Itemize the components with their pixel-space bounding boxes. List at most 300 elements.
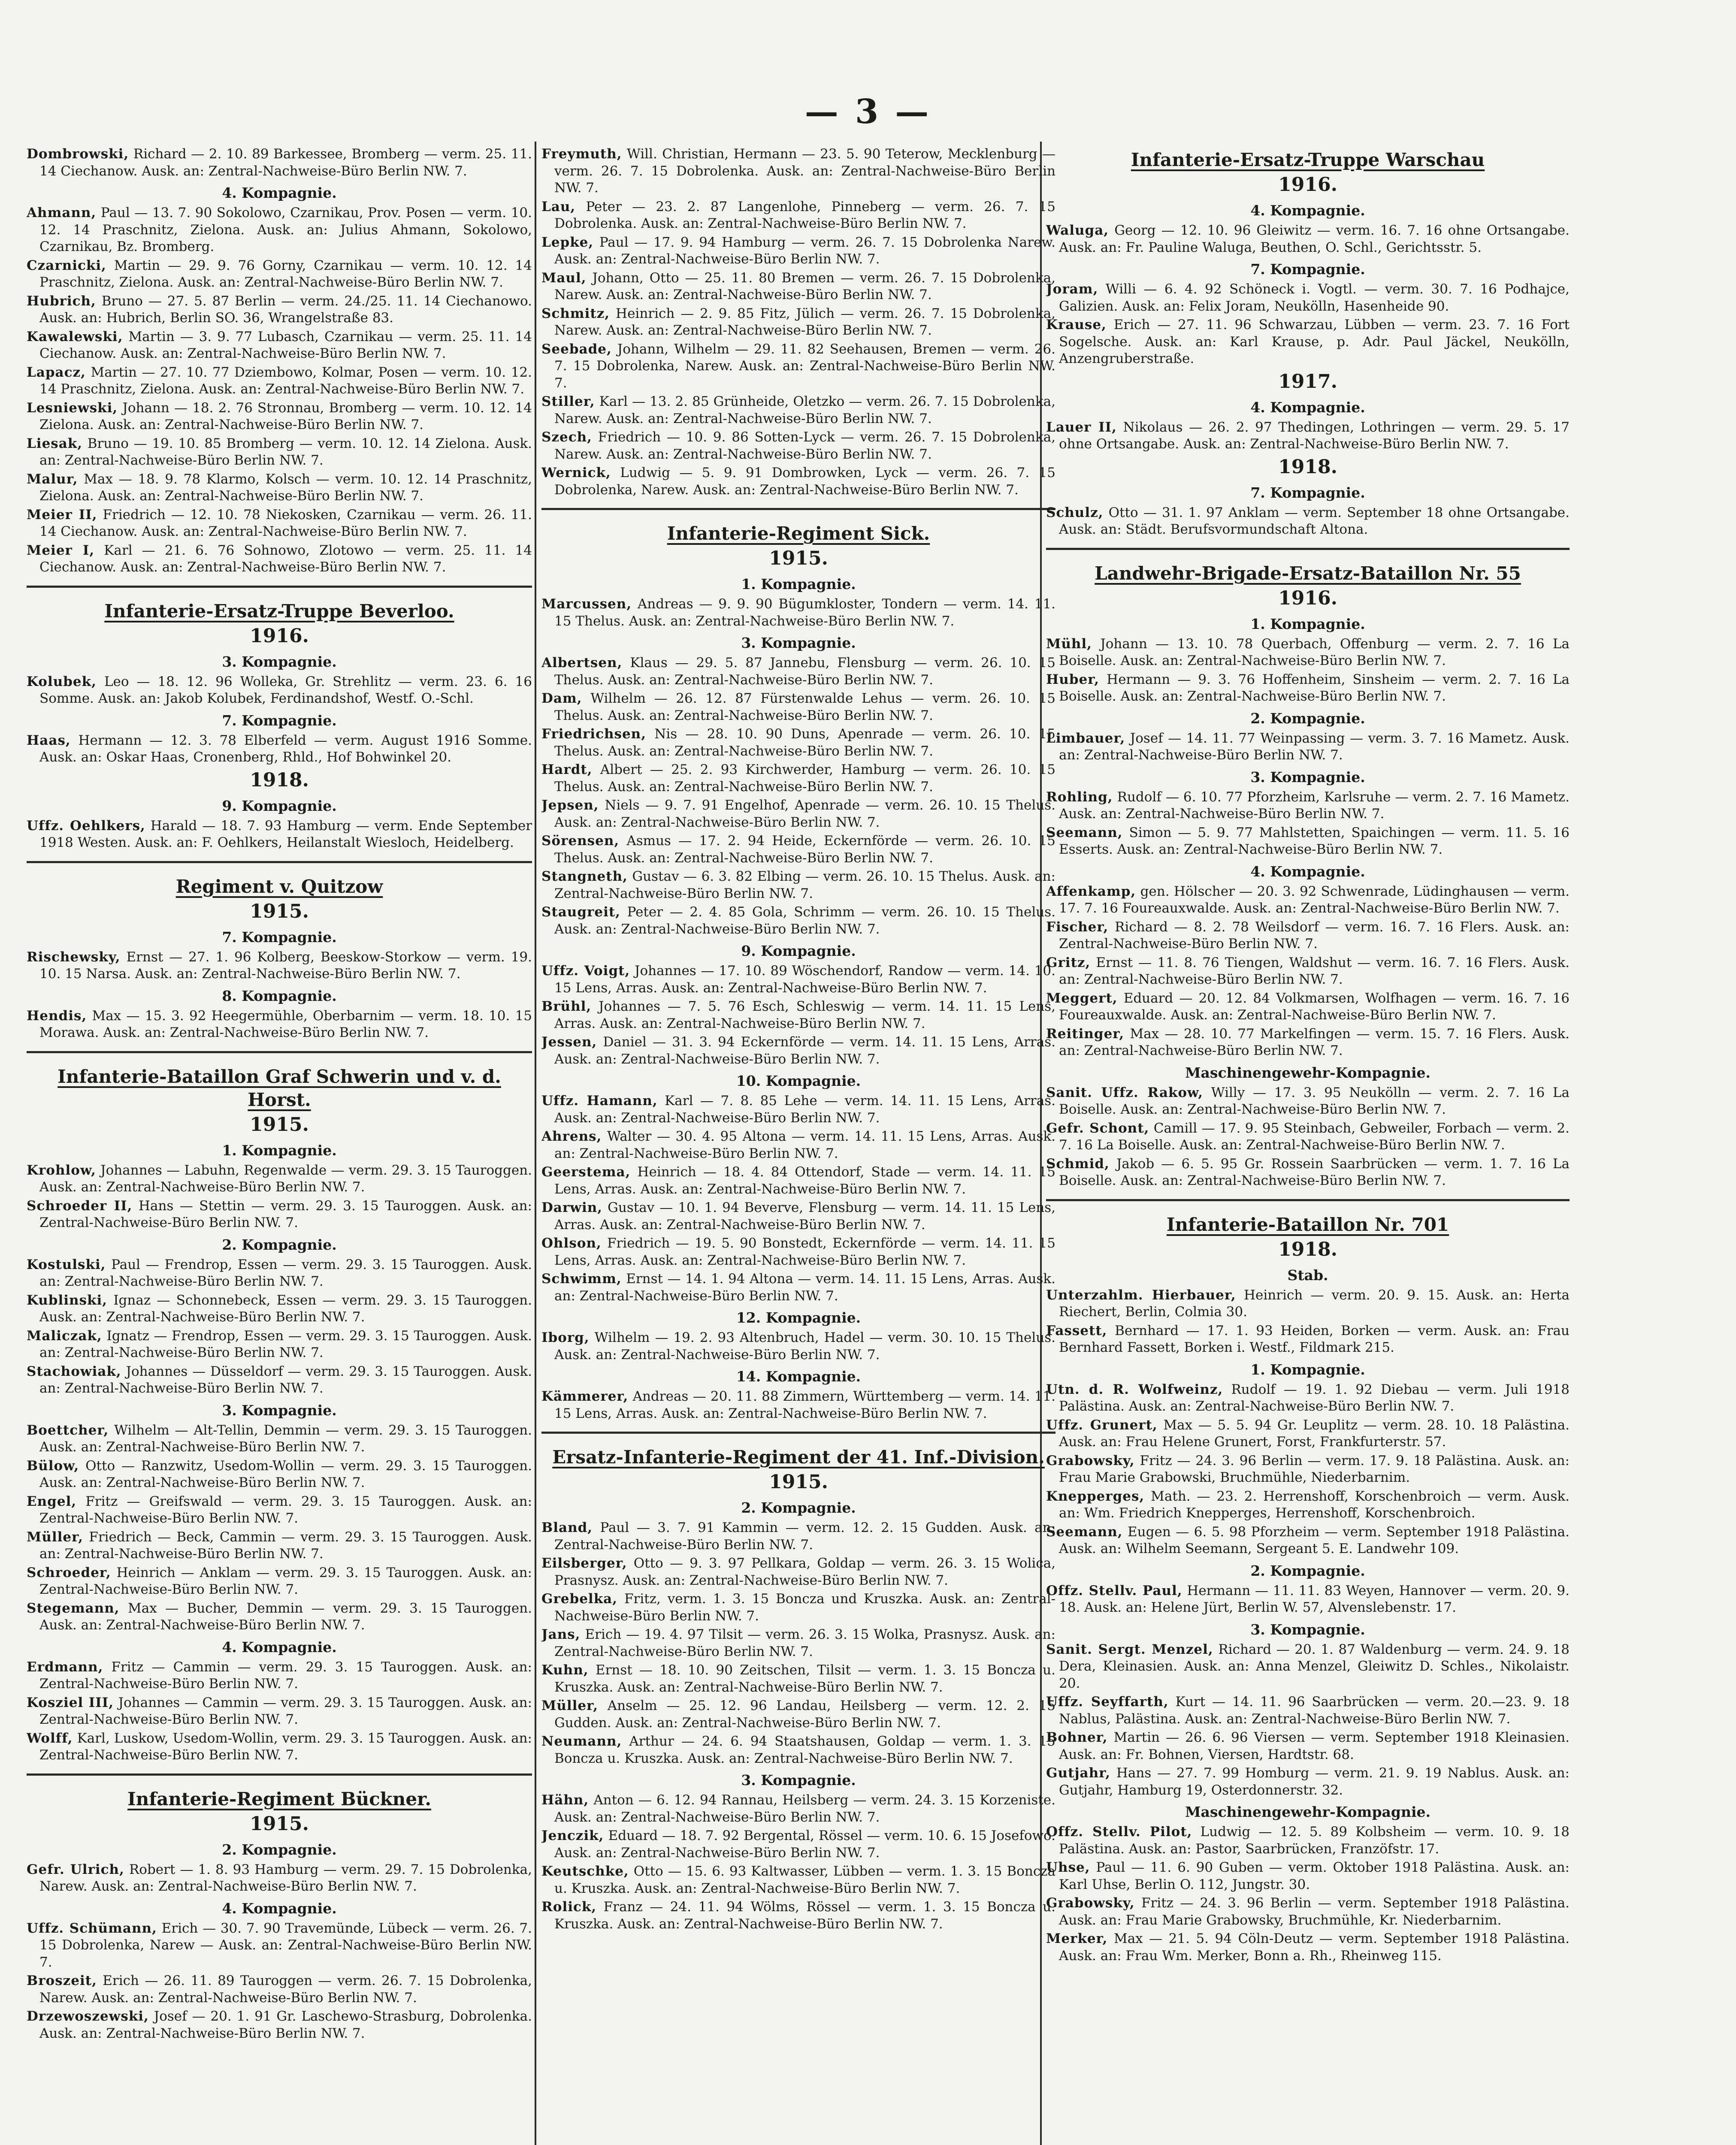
casualty-entry	[1046, 990, 1570, 1024]
section-title: Landwehr-Brigade-Ersatz-Bataillon Nr. 55	[1095, 562, 1521, 584]
entry-text: Ernst — 11. 8. 76 Tiengen, Waldshut — verm. 16. 7. 16 Flers. Ausk. an: Zentral-Nachweise-Büro Berlin NW. 7.	[1059, 955, 1570, 987]
entry-text: Heinrich — 18. 4. 84 Ottendorf, Stade — verm. 14. 11. 15 Lens, Arras. Ausk. an: Zentral-Nachweise-Büro Berlin NW. 7.	[554, 1164, 1056, 1197]
casualty-entry	[27, 329, 532, 363]
entry-text: Johannes — Düsseldorf — verm. 29. 3. 15 Tauroggen. Ausk. an: Zentral-Nachweise-Büro Berlin NW. 7.	[39, 1363, 532, 1396]
entry-name: Affenkamp,	[1046, 883, 1136, 899]
column-1	[27, 146, 532, 2145]
entry-name: Sanit. Uffz. Rakow,	[1046, 1085, 1204, 1100]
year-heading: 1916.	[1278, 587, 1337, 609]
entry-name: Friedrichsen,	[541, 726, 647, 742]
entry-name: Gefr. Ulrich,	[27, 1861, 124, 1877]
entry-text: Martin — 26. 6. 96 Viersen — verm. September 1918 Kleinasien. Ausk. an: Fr. Bohnen, Viersen, Hardtstr. 68.	[1059, 1730, 1570, 1762]
company-heading: 9. Kompagnie.	[741, 943, 856, 959]
casualty-entry	[1046, 1026, 1570, 1060]
casualty-entry	[1046, 281, 1570, 315]
entry-text: Karl, Luskow, Usedom-Wollin, verm. 29. 3. 15 Tauroggen. Ausk. an: Zentral-Nachweise-Büro Berlin NW. 7.	[39, 1730, 532, 1763]
casualty-entry	[541, 1388, 1056, 1422]
year-heading: 1915.	[250, 1813, 309, 1835]
entry-text: Johann — 13. 10. 78 Querbach, Offenburg — verm. 2. 7. 16 La Boiselle. Ausk. an: Zentral-Nachweise-Büro Berlin NW. 7.	[1059, 636, 1570, 668]
entry-name: Lepke,	[541, 234, 594, 250]
entry-name: Albertsen,	[541, 655, 623, 671]
casualty-entry	[541, 1733, 1056, 1767]
entry-name: Haas,	[27, 732, 71, 748]
section	[1046, 1199, 1570, 1965]
company-heading: 4. Kompagnie.	[1250, 863, 1365, 880]
casualty-entry	[1046, 1323, 1570, 1356]
entry-text: Heinrich — verm. 20. 9. 15. Ausk. an: Herta Riechert, Berlin, Colmia 30.	[1059, 1287, 1570, 1320]
company-heading: 1. Kompagnie.	[1250, 1361, 1365, 1378]
entry-text: Johannes — Cammin — verm. 29. 3. 15 Tauroggen. Ausk. an: Zentral-Nachweise-Büro Berlin NW. 7.	[39, 1695, 532, 1727]
entry-name: Lau,	[541, 199, 576, 214]
entry-text: Max — Bucher, Demmin — verm. 29. 3. 15 Tauroggen. Ausk. an: Zentral-Nachweise-Büro Berlin NW. 7.	[39, 1600, 532, 1633]
company-heading: 4. Kompagnie.	[222, 184, 337, 201]
casualty-entry	[541, 726, 1056, 760]
casualty-entry	[27, 400, 532, 434]
casualty-entry	[541, 465, 1056, 498]
entry-name: Hähn,	[541, 1792, 589, 1808]
entry-text: Otto — 31. 1. 97 Anklam — verm. September 18 ohne Ortsangabe. Ausk. an: Städt. Berufsvormundschaft Altona.	[1059, 505, 1570, 537]
casualty-entry	[27, 293, 532, 327]
casualty-entry	[1046, 1524, 1570, 1558]
casualty-entry	[1046, 1694, 1570, 1728]
entry-name: Wernick,	[541, 465, 611, 480]
company-heading: 8. Kompagnie.	[222, 987, 337, 1004]
entry-text: Paul — Frendrop, Essen — verm. 29. 3. 15 Tauroggen. Ausk. an: Zentral-Nachweise-Büro Berlin NW. 7.	[39, 1257, 532, 1289]
entry-name: Drzewoszewski,	[27, 2009, 149, 2024]
section-title: Infanterie-Regiment Sick.	[667, 523, 930, 544]
entry-name: Kublinski,	[27, 1292, 108, 1308]
entry-text: Johannes — 7. 5. 76 Esch, Schleswig — verm. 14. 11. 15 Lens, Arras. Ausk. an: Zentral-Nachweise-Büro Berlin NW. 7.	[554, 999, 1056, 1031]
casualty-entry	[27, 818, 532, 852]
casualty-entry	[541, 1828, 1056, 1861]
casualty-entry	[541, 199, 1056, 233]
entry-text: Johann — 18. 2. 76 Stronnau, Bromberg — verm. 10. 12. 14 Zielona. Ausk. an: Zentral-Nachweise-Büro Berlin NW. 7.	[39, 400, 532, 432]
casualty-entry	[27, 1363, 532, 1397]
entry-text: Anselm — 25. 12. 96 Landau, Heilsberg — verm. 12. 2. 15 Gudden. Ausk. an: Zentral-Nachweise-Büro Berlin NW. 7.	[554, 1698, 1056, 1731]
entry-name: Waluga,	[1046, 223, 1109, 238]
section	[27, 586, 532, 852]
entry-text: Peter — 2. 4. 85 Gola, Schrimm — verm. 26. 10. 15 Thelus. Ausk. an: Zentral-Nachweise-Büro Berlin NW. 7.	[554, 904, 1056, 937]
entry-text: Ignatz — Frendrop, Essen — verm. 29. 3. 15 Tauroggen. Ausk. an: Zentral-Nachweise-Büro Berlin NW. 7.	[39, 1328, 532, 1360]
entry-name: Dam,	[541, 691, 582, 706]
casualty-entry	[1046, 1381, 1570, 1415]
entry-text: Walter — 30. 4. 95 Altona — verm. 14. 11. 15 Lens, Arras. Ausk. an: Zentral-Nachweise-Büro Berlin NW. 7.	[554, 1129, 1056, 1161]
casualty-entry	[27, 1292, 532, 1326]
casualty-entry	[27, 2008, 532, 2042]
entry-name: Kolubek,	[27, 674, 97, 689]
casualty-entry	[27, 1257, 532, 1290]
casualty-entry	[27, 1861, 532, 1895]
entry-text: Otto — 9. 3. 97 Pellkara, Goldap — verm. 26. 3. 15 Wolica, Prasnysz. Ausk. an: Zentral-Nachweise-Büro Berlin NW. 7.	[554, 1556, 1056, 1588]
entry-text: Josef — 20. 1. 91 Gr. Laschewo-Strasburg, Dobrolenka. Ausk. an: Zentral-Nachweise-Büro Berlin NW. 7.	[39, 2009, 532, 2041]
casualty-entry	[1046, 1488, 1570, 1522]
entry-text: Karl — 21. 6. 76 Sohnowo, Zlotowo — verm. 25. 11. 14 Ciechanow. Ausk. an: Zentral-Nachweise-Büro Berlin NW. 7.	[39, 542, 532, 575]
entry-text: Wilhelm — 19. 2. 93 Altenbruch, Hadel — verm. 30. 10. 15 Thelus. Ausk. an: Zentral-Nachweise-Büro Berlin NW. 7.	[554, 1330, 1056, 1363]
entry-text: Hans — Stettin — verm. 29. 3. 15 Tauroggen. Ausk. an: Zentral-Nachweise-Büro Berlin NW. 7.	[39, 1198, 532, 1230]
company-heading: Maschinengewehr-Kompagnie.	[1185, 1804, 1431, 1820]
section	[1046, 148, 1570, 538]
company-heading: 10. Kompagnie.	[736, 1072, 861, 1089]
entry-name: Grebelka,	[541, 1591, 618, 1607]
entry-text: Peter — 23. 2. 87 Langenlohe, Pinneberg — verm. 26. 7. 15 Dobrolenka. Ausk. an: Zentral-Nachweise-Büro Berlin NW. 7.	[554, 199, 1056, 231]
section	[27, 1773, 532, 2042]
entry-text: Hans — 27. 7. 99 Homburg — verm. 21. 9. 19 Nablus. Ausk. an: Gutjahr, Hamburg 19, Osterdonnerstr. 32.	[1059, 1765, 1570, 1798]
company-heading: 7. Kompagnie.	[1250, 261, 1365, 278]
entry-name: Bland,	[541, 1520, 593, 1535]
entry-name: Stangneth,	[541, 869, 628, 884]
casualty-entry	[27, 146, 532, 180]
section	[1046, 548, 1570, 1190]
casualty-entry	[1046, 317, 1570, 368]
casualty-entry	[27, 471, 532, 505]
entry-name: Mühl,	[1046, 636, 1092, 652]
entry-name: Offz. Stellv. Paul,	[1046, 1583, 1183, 1598]
entry-name: Dombrowski,	[27, 146, 129, 162]
section-title: Infanterie-Ersatz-Truppe Beverloo.	[104, 600, 454, 622]
entry-name: Seebade,	[541, 341, 612, 357]
section	[27, 861, 532, 1042]
casualty-entry	[27, 732, 532, 766]
casualty-entry	[27, 1198, 532, 1232]
entry-name: Stegemann,	[27, 1600, 120, 1616]
casualty-entry	[27, 1529, 532, 1563]
casualty-entry	[541, 868, 1056, 902]
section	[27, 146, 532, 576]
year-heading: 1918.	[1278, 1238, 1337, 1260]
entry-name: Geerstema,	[541, 1164, 631, 1180]
entry-text: Fritz — Cammin — verm. 29. 3. 15 Tauroggen. Ausk. an: Zentral-Nachweise-Büro Berlin NW. 7.	[39, 1659, 532, 1692]
entry-text: Ludwig — 12. 5. 89 Kolbsheim — verm. 10. 9. 18 Palästina. Ausk. an: Pastor, Saarbrücken, Franzöfstr. 17.	[1059, 1824, 1570, 1857]
page-number: — 3 —	[804, 92, 932, 131]
entry-name: Uffz. Seyffarth,	[1046, 1694, 1169, 1710]
entry-name: Lauer II,	[1046, 419, 1117, 435]
entry-text: Paul — 3. 7. 91 Kammin — verm. 12. 2. 15 Gudden. Ausk. an: Zentral-Nachweise-Büro Berlin NW. 7.	[554, 1520, 1056, 1553]
entry-text: Max — 5. 5. 94 Gr. Leuplitz — verm. 28. 10. 18 Palästina. Ausk. an: Frau Helene Grunert, Forst, Frankfurterstr. 57.	[1059, 1417, 1570, 1450]
entry-name: Unterzahlm. Hierbauer,	[1046, 1287, 1236, 1303]
entry-text: Friedrich — 12. 10. 78 Niekosken, Czarnikau — verm. 26. 11. 14 Ciechanow. Ausk. an: Zentral-Nachweise-Büro Berlin NW. 7.	[39, 507, 532, 539]
company-heading: 7. Kompagnie.	[222, 712, 337, 729]
entry-name: Ohlson,	[541, 1236, 602, 1251]
entry-name: Hubrich,	[27, 293, 96, 309]
casualty-entry	[1046, 1930, 1570, 1964]
company-heading: 4. Kompagnie.	[1250, 202, 1365, 219]
casualty-entry	[541, 1520, 1056, 1553]
entry-text: Richard — 20. 1. 87 Waldenburg — verm. 24. 9. 18 Dera, Kleinasien. Ausk. an: Anna Menzel, Gleiwitz D. Schles., Nikolaistr. 20.	[1059, 1641, 1570, 1691]
entry-name: Uhse,	[1046, 1860, 1090, 1875]
casualty-entry	[1046, 730, 1570, 764]
company-heading: 3. Kompagnie.	[1250, 768, 1365, 785]
entry-text: Heinrich — Anklam — verm. 29. 3. 15 Tauroggen. Ausk. an: Zentral-Nachweise-Büro Berlin NW. 7.	[39, 1565, 532, 1597]
entry-name: Müller,	[27, 1529, 83, 1545]
section-title: Infanterie-Bataillon Nr. 701	[1166, 1214, 1449, 1235]
section	[541, 1432, 1056, 1933]
casualty-entry	[27, 1422, 532, 1456]
entry-text: Martin — 3. 9. 77 Lubasch, Czarnikau — verm. 25. 11. 14 Ciechanow. Ausk. an: Zentral-Nachweise-Büro Berlin NW. 7.	[39, 329, 532, 361]
entry-text: Eugen — 6. 5. 98 Pforzheim — verm. September 1918 Palästina. Ausk. an: Wilhelm Seemann, Sergeant 5. E. Landwehr 109.	[1059, 1524, 1570, 1556]
entry-text: Friedrich — 19. 5. 90 Bonstedt, Eckernförde — verm. 14. 11. 15 Lens, Arras. Ausk. an: Zentral-Nachweise-Büro Berlin NW. 7.	[554, 1236, 1056, 1268]
entry-text: Heinrich — 2. 9. 85 Fitz, Jülich — verm. 26. 7. 15 Dobrolenka, Narew. Ausk. an: Zentral-Nachweise-Büro Berlin NW. 7.	[554, 305, 1056, 338]
entry-name: Hardt,	[541, 762, 593, 777]
entry-text: Johann, Wilhelm — 29. 11. 82 Seehausen, Bremen — verm. 26. 7. 15 Dobrolenka, Narew. Ausk. an: Zentral-Nachweise-Büro Berlin NW. 7.	[554, 341, 1056, 391]
casualty-entry	[541, 833, 1056, 867]
entry-text: Hermann — 11. 11. 83 Weyen, Hannover — verm. 20. 9. 18. Ausk. an: Helene Jürt, Berlin W. 57, Alvenslebenstr. 17.	[1059, 1583, 1570, 1615]
casualty-entry	[541, 797, 1056, 831]
entry-name: Staugreit,	[541, 904, 620, 920]
entry-text: Eduard — 18. 7. 92 Bergental, Rössel — verm. 10. 6. 15 Josefowo. Ausk. an: Zentral-Nachweise-Büro Berlin NW. 7.	[554, 1828, 1056, 1861]
company-heading: 12. Kompagnie.	[736, 1309, 861, 1326]
casualty-entry	[541, 146, 1056, 197]
casualty-entry	[1046, 1085, 1570, 1118]
casualty-entry	[541, 1591, 1056, 1625]
entry-text: Wilhelm — 26. 12. 87 Fürstenwalde Lehus — verm. 26. 10. 15 Thelus. Ausk. an: Zentral-Nachweise-Büro Berlin NW. 7.	[554, 691, 1056, 723]
entry-text: Albert — 25. 2. 93 Kirchwerder, Hamburg — verm. 26. 10. 15 Thelus. Ausk. an: Zentral-Nachweise-Büro Berlin NW. 7.	[554, 762, 1056, 795]
year-heading: 1918.	[1278, 456, 1337, 478]
entry-text: Andreas — 9. 9. 90 Bügumkloster, Tondern — verm. 14. 11. 15 Thelus. Ausk. an: Zentral-Nachweise-Büro Berlin NW. 7.	[554, 596, 1056, 629]
year-heading: 1915.	[769, 1471, 828, 1493]
casualty-entry	[27, 1008, 532, 1042]
entry-text: Georg — 12. 10. 96 Gleiwitz — verm. 16. 7. 16 ohne Ortsangabe. Ausk. an: Fr. Pauline Waluga, Beuthen, O. Schl., Gerichtsstr. 5.	[1059, 223, 1570, 255]
company-heading: 7. Kompagnie.	[1250, 484, 1365, 501]
entry-name: Rischewsky,	[27, 949, 121, 965]
entry-name: Neumann,	[541, 1734, 622, 1749]
company-heading: 1. Kompagnie.	[222, 1142, 337, 1159]
section-title: Regiment v. Quitzow	[175, 876, 383, 897]
entry-name: Jans,	[541, 1627, 581, 1642]
casualty-entry	[541, 305, 1056, 339]
entry-name: Limbauer,	[1046, 730, 1125, 746]
casualty-entry	[541, 1662, 1056, 1696]
entry-name: Schmid,	[1046, 1156, 1110, 1172]
section	[541, 508, 1056, 1422]
year-heading: 1916.	[1278, 174, 1337, 196]
entry-name: Liesak,	[27, 435, 83, 451]
entry-text: Niels — 9. 7. 91 Engelhof, Apenrade — verm. 26. 10. 15 Thelus. Ausk. an: Zentral-Nachweise-Büro Berlin NW. 7.	[554, 798, 1056, 830]
company-heading: 1. Kompagnie.	[1250, 615, 1365, 632]
entry-text: Anton — 6. 12. 94 Rannau, Heilsberg — verm. 24. 3. 15 Korzeniste. Ausk. an: Zentral-Nachweise-Büro Berlin NW. 7.	[554, 1792, 1056, 1825]
entry-text: Nis — 28. 10. 90 Duns, Apenrade — verm. 26. 10. 15 Thelus. Ausk. an: Zentral-Nachweise-Büro Berlin NW. 7.	[554, 726, 1056, 759]
casualty-entry	[1046, 919, 1570, 953]
casualty-entry	[541, 1863, 1056, 1897]
entry-name: Grabowsky,	[1046, 1453, 1135, 1468]
casualty-entry	[27, 205, 532, 256]
company-heading: 2. Kompagnie.	[1250, 1562, 1365, 1579]
entry-name: Sanit. Sergt. Menzel,	[1046, 1641, 1213, 1657]
casualty-entry	[27, 1458, 532, 1492]
entry-name: Kuhn,	[541, 1662, 589, 1678]
entry-name: Bohner,	[1046, 1730, 1108, 1745]
casualty-entry	[1046, 1859, 1570, 1893]
entry-name: Grabowsky,	[1046, 1895, 1135, 1911]
casualty-entry	[541, 1792, 1056, 1826]
entry-name: Gefr. Schont,	[1046, 1120, 1149, 1136]
casualty-entry	[541, 1199, 1056, 1233]
casualty-entry	[541, 234, 1056, 268]
entry-text: Eduard — 20. 12. 84 Volkmarsen, Wolfhagen — verm. 16. 7. 16 Foureauxwalde. Ausk. an: Zentral-Nachweise-Büro Berlin NW. 7.	[1059, 990, 1570, 1023]
entry-name: Lapacz,	[27, 364, 86, 380]
entry-name: Erdmann,	[27, 1659, 103, 1675]
casualty-entry	[541, 1164, 1056, 1198]
entry-text: Daniel — 31. 3. 94 Eckernförde — verm. 14. 11. 15 Lens, Arras. Ausk. an: Zentral-Nachweise-Büro Berlin NW. 7.	[554, 1034, 1056, 1067]
casualty-entry	[27, 949, 532, 983]
company-heading: 4. Kompagnie.	[222, 1900, 337, 1917]
entry-text: Ernst — 14. 1. 94 Altona — verm. 14. 11. 15 Lens, Arras. Ausk. an: Zentral-Nachweise-Büro Berlin NW. 7.	[554, 1271, 1056, 1304]
casualty-entry	[541, 1626, 1056, 1660]
casualty-entry	[1046, 671, 1570, 705]
entry-name: Boettcher,	[27, 1422, 109, 1438]
entry-name: Uffz. Grunert,	[1046, 1417, 1158, 1433]
entry-name: Huber,	[1046, 671, 1100, 687]
company-heading: 14. Kompagnie.	[736, 1368, 861, 1385]
casualty-entry	[541, 341, 1056, 392]
entry-name: Jessen,	[541, 1034, 597, 1050]
casualty-entry	[1046, 1824, 1570, 1858]
entry-name: Brühl,	[541, 999, 592, 1014]
casualty-entry	[1046, 825, 1570, 858]
entry-text: Ernst — 18. 10. 90 Zeitschen, Tilsit — verm. 1. 3. 15 Boncza u. Kruszka. Ausk. an: Zentral-Nachweise-Büro Berlin NW. 7.	[554, 1662, 1056, 1695]
section	[27, 1051, 532, 1764]
entry-text: Max — 15. 3. 92 Heegermühle, Oberbarnim — verm. 18. 10. 15 Morawa. Ausk. an: Zentral-Nachweise-Büro Berlin NW. 7.	[39, 1008, 532, 1040]
entry-name: Maliczak,	[27, 1328, 102, 1344]
entry-text: Friedrich — Beck, Cammin — verm. 29. 3. 15 Tauroggen. Ausk. an: Zentral-Nachweise-Büro Berlin NW. 7.	[39, 1529, 532, 1562]
entry-name: Schulz,	[1046, 505, 1104, 520]
entry-text: Nikolaus — 26. 2. 97 Thedingen, Lothringen — verm. 29. 5. 17 ohne Ortsangabe. Ausk. an: Zentral-Nachweise-Büro Berlin NW. 7.	[1059, 419, 1570, 452]
entry-name: Czarnicki,	[27, 257, 106, 273]
casualty-entry	[1046, 222, 1570, 256]
company-heading: 2. Kompagnie.	[222, 1841, 337, 1858]
column-3	[1046, 146, 1570, 2145]
entry-text: Erich — 27. 11. 96 Schwarzau, Lübben — verm. 23. 7. 16 Fort Sogelsche. Ausk. an: Karl Krause, p. Adr. Paul Jäckel, Neukölln, Anzengruberstraße.	[1059, 317, 1570, 366]
entry-name: Bülow,	[27, 1458, 79, 1474]
casualty-entry	[1046, 419, 1570, 453]
entry-name: Fischer,	[1046, 919, 1109, 935]
entry-name: Schroeder II,	[27, 1198, 133, 1214]
entry-text: Hermann — 12. 3. 78 Elberfeld — verm. August 1916 Somme. Ausk. an: Oskar Haas, Cronenberg, Rhld., Hof Bohwinkel 20.	[39, 732, 532, 765]
entry-text: Hermann — 9. 3. 76 Hoffenheim, Sinsheim — verm. 2. 7. 16 La Boiselle. Ausk. an: Zentral-Nachweise-Büro Berlin NW. 7.	[1059, 671, 1570, 704]
casualty-entry	[27, 1920, 532, 1971]
casualty-entry	[541, 270, 1056, 304]
year-heading: 1918.	[250, 769, 309, 791]
entry-text: Jakob — 6. 5. 95 Gr. Rossein Saarbrücken — verm. 1. 7. 16 La Boiselle. Ausk. an: Zentral-Nachweise-Büro Berlin NW. 7.	[1059, 1156, 1570, 1188]
entry-name: Eilsberger,	[541, 1556, 627, 1571]
casualty-entry	[541, 1034, 1056, 1068]
entry-text: Gustav — 6. 3. 82 Elbing — verm. 26. 10. 15 Thelus. Ausk. an: Zentral-Nachweise-Büro Berlin NW. 7.	[554, 869, 1056, 901]
casualty-entry	[1046, 1417, 1570, 1451]
entry-name: Kosziel III,	[27, 1695, 114, 1710]
entry-name: Offz. Stellv. Pilot,	[1046, 1824, 1192, 1840]
entry-name: Merker,	[1046, 1931, 1108, 1946]
casualty-entry	[27, 674, 532, 707]
entry-name: Schroeder,	[27, 1565, 111, 1580]
entry-name: Rohling,	[1046, 789, 1113, 805]
entry-text: Bruno — 19. 10. 85 Bromberg — verm. 10. 12. 14 Zielona. Ausk. an: Zentral-Nachweise-Büro Berlin NW. 7.	[39, 435, 532, 468]
entry-text: Max — 18. 9. 78 Klarmo, Kolsch — verm. 10. 12. 14 Praschnitz, Zielona. Ausk. an: Zentral-Nachweise-Büro Berlin NW. 7.	[39, 471, 532, 504]
entry-name: Sörensen,	[541, 833, 620, 849]
entry-name: Reitinger,	[1046, 1026, 1125, 1042]
entry-text: Rudolf — 6. 10. 77 Pforzheim, Karlsruhe — verm. 2. 7. 16 Mametz. Ausk. an: Zentral-Nachweise-Büro Berlin NW. 7.	[1059, 789, 1570, 822]
entry-name: Fassett,	[1046, 1323, 1107, 1338]
casualty-entry	[27, 542, 532, 576]
entry-name: Szech,	[541, 429, 592, 445]
casualty-entry	[1046, 1156, 1570, 1190]
entry-name: Kostulski,	[27, 1257, 106, 1272]
entry-text: Martin — 29. 9. 76 Gorny, Czarnikau — verm. 10. 12. 14 Praschnitz, Zielona. Ausk. an: Zentral-Nachweise-Büro Berlin NW. 7.	[39, 257, 532, 290]
entry-name: Kämmerer,	[541, 1389, 629, 1404]
casualty-entry	[541, 1093, 1056, 1127]
casualty-entry	[541, 998, 1056, 1032]
entry-name: Joram,	[1046, 281, 1098, 297]
year-heading: 1915.	[250, 900, 309, 922]
year-heading: 1917.	[1278, 370, 1337, 393]
entry-name: Malur,	[27, 471, 78, 487]
entry-name: Engel,	[27, 1493, 77, 1509]
entry-text: Simon — 5. 9. 77 Mahlstetten, Spaichingen — verm. 11. 5. 16 Esserts. Ausk. an: Zentral-Nachweise-Büro Berlin NW. 7.	[1059, 825, 1570, 857]
entry-text: Fritz — Greifswald — verm. 29. 3. 15 Tauroggen. Ausk. an: Zentral-Nachweise-Büro Berlin NW. 7.	[39, 1493, 532, 1526]
casualty-entry	[541, 429, 1056, 463]
entry-name: Seemann,	[1046, 825, 1123, 840]
casualty-entry	[27, 1659, 532, 1693]
company-heading: 3. Kompagnie.	[741, 634, 856, 651]
casualty-entry	[27, 364, 532, 398]
casualty-entry	[1046, 1729, 1570, 1763]
entry-text: Andreas — 20. 11. 88 Zimmern, Württemberg — verm. 14. 11. 15 Lens, Arras. Ausk. an: Zentral-Nachweise-Büro Berlin NW. 7.	[554, 1389, 1056, 1421]
casualty-entry	[27, 1600, 532, 1634]
entry-text: Harald — 18. 7. 93 Hamburg — verm. Ende September 1918 Westen. Ausk. an: F. Oehlkers, Heilanstalt Wiesloch, Heidelberg.	[39, 818, 532, 850]
entry-text: Franz — 24. 11. 94 Wölms, Rössel — verm. 1. 3. 15 Boncza u. Kruszka. Ausk. an: Zentral-Nachweise-Büro Berlin NW. 7.	[554, 1899, 1056, 1932]
entry-name: Broszeit,	[27, 1973, 97, 1988]
casualty-entry	[27, 1565, 532, 1598]
entry-text: Camill — 17. 9. 95 Steinbach, Gebweiler, Forbach — verm. 2. 7. 16 La Boiselle. Ausk. an: Zentral-Nachweise-Büro Berlin NW. 7.	[1059, 1120, 1570, 1153]
section-title: Infanterie-Bataillon Graf Schwerin und v. d. Horst.	[57, 1066, 501, 1110]
year-heading: 1915.	[250, 1113, 309, 1136]
entry-text: Richard — 2. 10. 89 Barkessee, Bromberg — verm. 25. 11. 14 Ciechanow. Ausk. an: Zentral-Nachweise-Büro Berlin NW. 7.	[39, 146, 532, 179]
entry-text: Gustav — 10. 1. 94 Beverve, Flensburg — verm. 14. 11. 15 Lens, Arras. Ausk. an: Zentral-Nachweise-Büro Berlin NW. 7.	[554, 1200, 1056, 1233]
entry-text: Erich — 19. 4. 97 Tilsit — verm. 26. 3. 15 Wolka, Prasnysz. Ausk. an: Zentral-Nachweise-Büro Berlin NW. 7.	[554, 1627, 1056, 1659]
casualty-entry	[541, 393, 1056, 427]
entry-text: Ignaz — Schonnebeck, Essen — verm. 29. 3. 15 Tauroggen. Ausk. an: Zentral-Nachweise-Büro Berlin NW. 7.	[39, 1292, 532, 1325]
casualty-entry	[27, 507, 532, 541]
company-heading: 4. Kompagnie.	[222, 1638, 337, 1656]
section	[541, 146, 1056, 498]
casualty-entry	[541, 761, 1056, 795]
company-heading: 2. Kompagnie.	[222, 1236, 337, 1253]
column-rule	[535, 142, 536, 2145]
entry-name: Uffz. Oehlkers,	[27, 818, 145, 834]
entry-name: Uffz. Schümann,	[27, 1920, 157, 1936]
entry-name: Meggert,	[1046, 990, 1118, 1006]
entry-text: Math. — 23. 2. Herrenshoff, Korschenbroich — verm. Ausk. an: Wm. Friedrich Knepperges, Herrenshoff, Korschenbroich.	[1059, 1488, 1570, 1521]
entry-text: Bruno — 27. 5. 87 Berlin — verm. 24./25. 11. 14 Ciechanowo. Ausk. an: Hubrich, Berlin SO. 36, Wrangelstraße 83.	[39, 293, 532, 326]
casualty-entry	[1046, 789, 1570, 823]
entry-text: Paul — 17. 9. 94 Hamburg — verm. 26. 7. 15 Dobrolenka Narew. Ausk. an: Zentral-Nachweise-Büro Berlin NW. 7.	[554, 234, 1056, 267]
entry-text: Karl — 13. 2. 85 Grünheide, Oletzko — verm. 26. 7. 15 Dobrolenka, Narew. Ausk. an: Zentral-Nachweise-Büro Berlin NW. 7.	[554, 394, 1056, 426]
company-heading: 3. Kompagnie.	[222, 653, 337, 670]
company-heading: 3. Kompagnie.	[1250, 1621, 1365, 1638]
casualty-entry	[1046, 1453, 1570, 1486]
casualty-entry	[1046, 1765, 1570, 1799]
entry-name: Gutjahr,	[1046, 1765, 1111, 1781]
entry-name: Kawalewski,	[27, 329, 123, 344]
entry-text: Paul — 13. 7. 90 Sokolowo, Czarnikau, Prov. Posen — verm. 10. 12. 14 Praschnitz, Zielona. Ausk. an: Julius Ahmann, Sokolowo, Czarnikau, Bz. Bromberg.	[39, 205, 532, 254]
entry-name: Jepsen,	[541, 798, 599, 813]
section-title: Infanterie-Regiment Bückner.	[127, 1788, 431, 1810]
entry-name: Freymuth,	[541, 146, 622, 162]
casualty-entry	[541, 1235, 1056, 1269]
entry-name: Keutschke,	[541, 1864, 629, 1879]
entry-text: Max — 21. 5. 94 Cöln-Deutz — verm. September 1918 Palästina. Ausk. an: Frau Wm. Merker, Bonn a. Rh., Rheinweg 115.	[1059, 1931, 1570, 1964]
entry-text: Wilhelm — Alt-Tellin, Demmin — verm. 29. 3. 15 Tauroggen. Ausk. an: Zentral-Nachweise-Büro Berlin NW. 7.	[39, 1422, 532, 1455]
entry-name: Schwimm,	[541, 1271, 622, 1287]
entry-text: Leo — 18. 12. 96 Wolleka, Gr. Strehlitz — verm. 23. 6. 16 Somme. Ausk. an: Jakob Kolubek, Ferdinandshof, Westf. O.-Schl.	[39, 674, 532, 706]
